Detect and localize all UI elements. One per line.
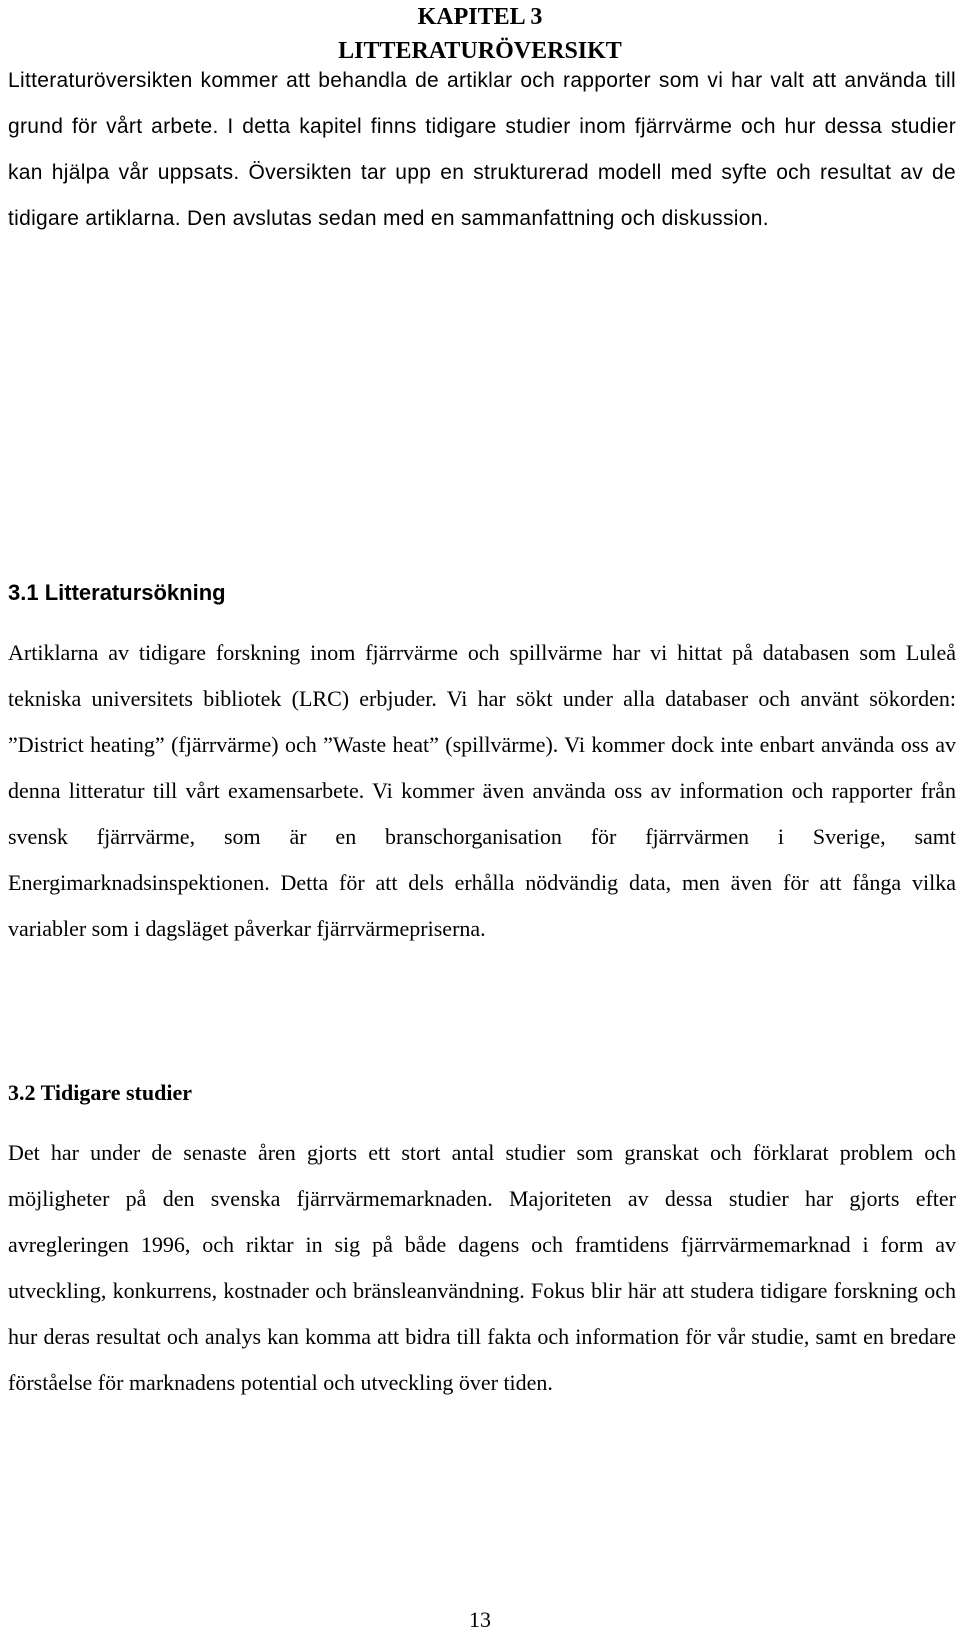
- section-paragraph-3-1: Artiklarna av tidigare forskning inom fjärrvärme och spillvärme har vi hittat på databasen som Luleå tekniska universitets bibliotek (LRC) erbjuder. Vi har sökt under alla databaser och använt sökorden: ”District heating” (fjärrvärme) och ”Waste heat” (spillvärme). Vi kommer dock inte enbart använda oss av denna litteratur till vårt examensarbete. Vi kommer även använda oss av information och rapporter från svensk fjärrvärme, som är en branschorganisation för fjärrvärmen i Sverige, samt Energimarknadsinspektionen. Detta för att dels erhålla nödvändig data, men även för att fånga vilka variabler som i dagsläget påverkar fjärrvärmepriserna.: [8, 640, 956, 941]
- section-paragraph-3-2: Det har under de senaste åren gjorts ett stort antal studier som granskat och förklarat problem och möjligheter på den svenska fjärrvärmemarknaden. Majoriteten av dessa studier har gjorts efter avregleringen 1996, och riktar in sig på både dagens och framtidens fjärrvärmemarknad i form av utveckling, konkurrens, kostnader och bränsleanvändning. Fokus blir här att studera tidigare forskning och hur deras resultat och analys kan komma att bidra till fakta och information för vår studie, samt en bredare förståelse för marknadens potential och utveckling över tiden.: [8, 1140, 956, 1395]
- chapter-label: KAPITEL 3: [417, 4, 543, 30]
- intro-paragraph: Litteraturöversikten kommer att behandla de artiklar och rapporter som vi har valt att använda till grund för vårt arbete. I detta kapitel finns tidigare studier inom fjärrvärme och hur dessa studier kan hjälpa vår uppsats. Översikten tar upp en strukturerad modell med syfte och resultat av de tidigare artiklarna. Den avslutas sedan med en sammanfattning och diskussion.: [8, 69, 956, 230]
- page-number: 13: [469, 1607, 491, 1632]
- section-heading-3-1: 3.1 Litteratursökning: [8, 580, 226, 605]
- section-heading-3-2: 3.2 Tidigare studier: [8, 1080, 192, 1105]
- chapter-title: LITTERATURÖVERSIKT: [338, 38, 622, 64]
